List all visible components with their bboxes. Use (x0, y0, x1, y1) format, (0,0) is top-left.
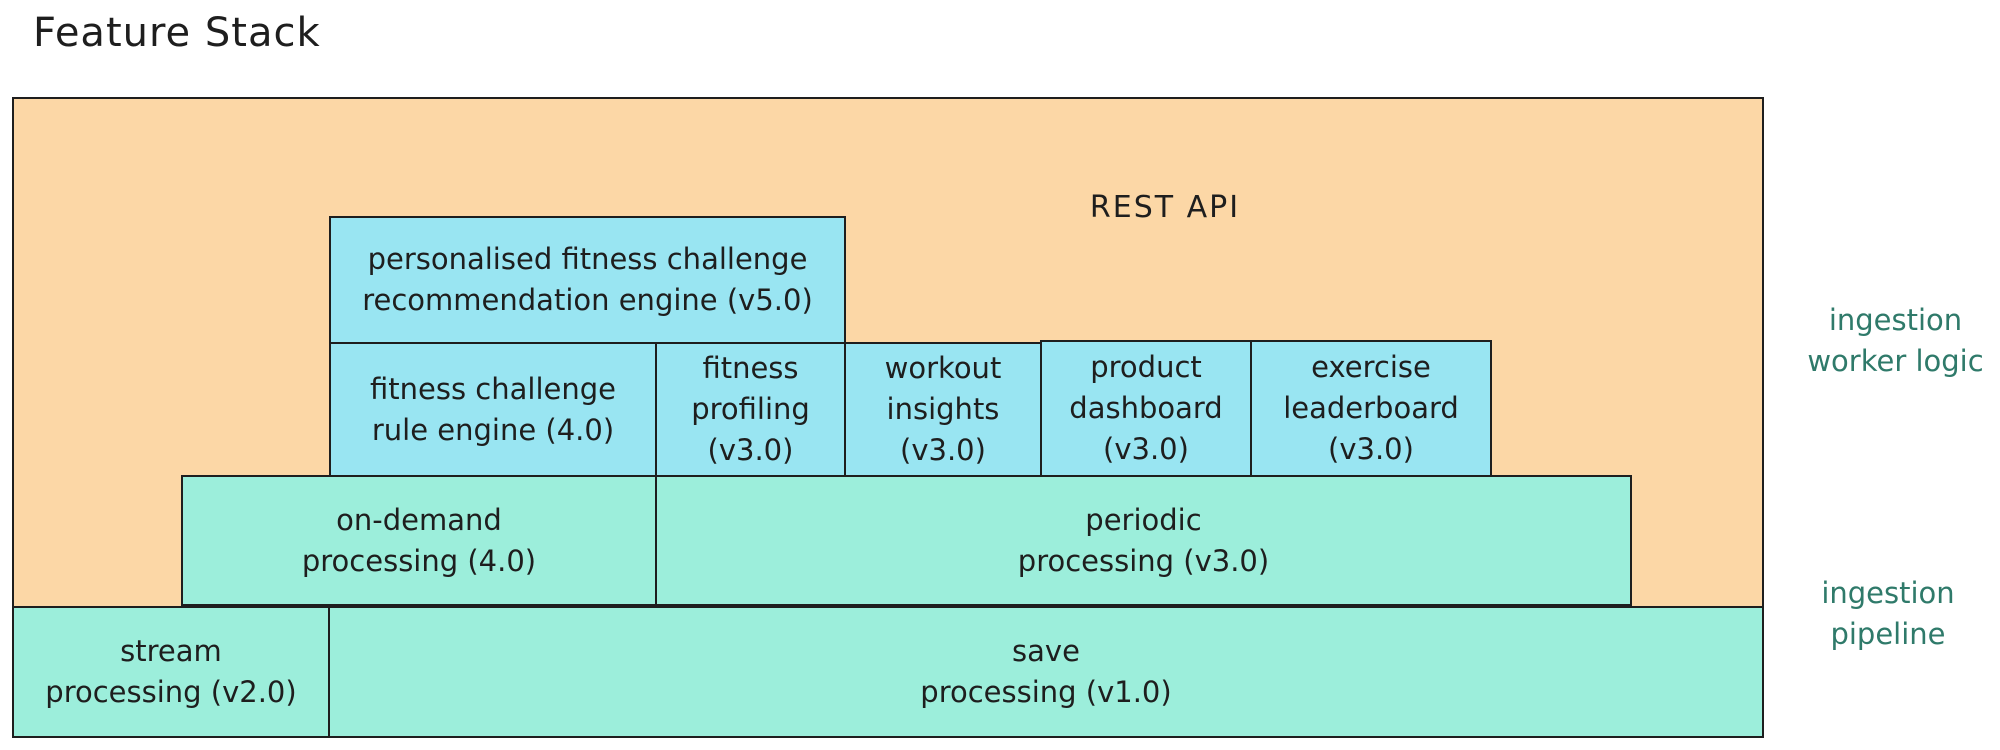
rule-engine-box (329, 342, 657, 477)
workout-insights-label: workout insights (v3.0) (884, 351, 1002, 467)
recommendation-engine-box (329, 216, 846, 344)
page-title: Feature Stack (33, 10, 321, 56)
save-processing-label: save processing (v1.0) (920, 634, 1172, 709)
on-demand-processing-box (181, 475, 657, 606)
recommendation-engine-label: personalised fitness challenge recommendation engine (v5.0) (362, 242, 813, 317)
stream-processing-label: stream processing (v2.0) (45, 634, 297, 709)
on-demand-processing-label: on-demand processing (4.0) (301, 502, 537, 578)
fitness-profiling-box (655, 342, 846, 477)
rest-api-label: REST API (1089, 190, 1241, 225)
product-dashboard-label: product dashboard (v3.0) (1069, 350, 1223, 466)
ingestion-pipeline-label: ingestion pipeline (1821, 576, 1955, 651)
stream-processing-box (12, 606, 330, 738)
workout-insights-box (844, 342, 1042, 477)
periodic-processing-label: periodic processing (v3.0) (1017, 502, 1270, 578)
rule-engine-label: fitness challenge rule engine (4.0) (370, 371, 616, 447)
exercise-leaderboard-label: exercise leaderboard (v3.0) (1283, 350, 1459, 466)
product-dashboard-box (1040, 340, 1252, 477)
periodic-processing-box (655, 475, 1632, 606)
fitness-profiling-label: fitness profiling (v3.0) (691, 351, 810, 467)
ingestion-worker-logic-label: ingestion worker logic (1807, 303, 1984, 378)
exercise-leaderboard-box (1250, 340, 1492, 477)
save-processing-box (328, 606, 1764, 738)
